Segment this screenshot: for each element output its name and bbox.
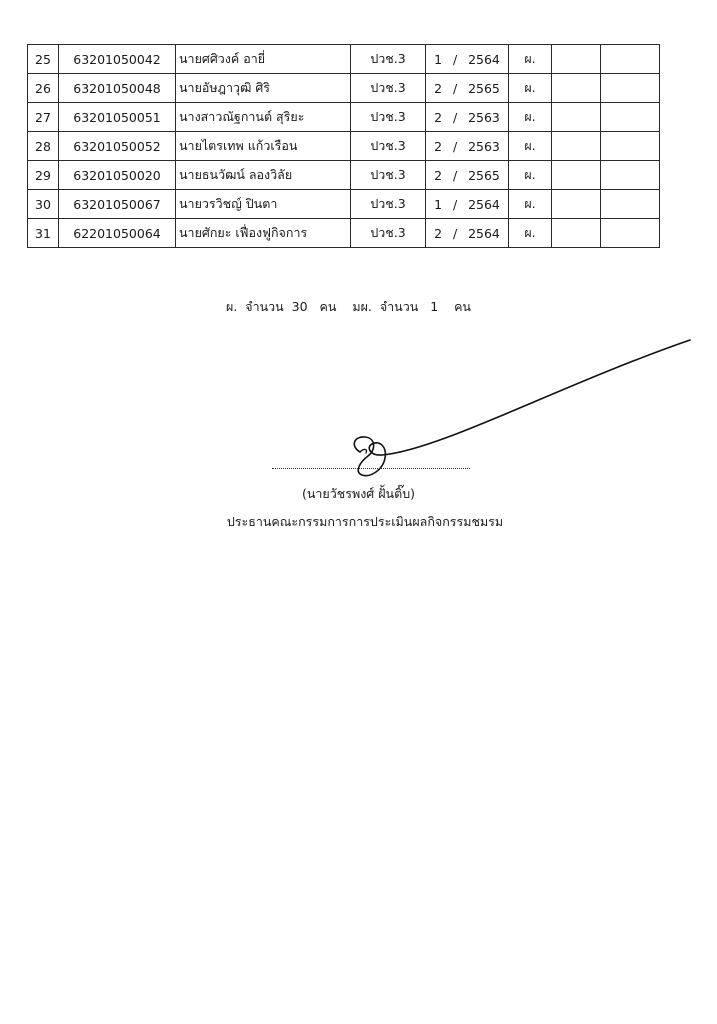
signer-name: (นายวัชรพงศ์ ฝั้นติ๊บ): [301, 486, 416, 501]
term-separator: /: [452, 51, 458, 67]
empty-cell: [552, 132, 601, 161]
result: ผ.: [509, 161, 552, 190]
empty-cell: [552, 45, 601, 74]
student-id: 63201050042: [59, 45, 176, 74]
signature-line: [272, 468, 470, 469]
student-name: นายธนวัฒน์ ลองวิลัย: [176, 161, 351, 190]
academic-year: 2565: [468, 167, 500, 183]
student-id: 63201050067: [59, 190, 176, 219]
semester: 2: [434, 80, 443, 96]
row-number: 25: [28, 45, 59, 74]
fail-unit: คน: [454, 299, 471, 314]
pass-count-word: จำนวน: [245, 299, 284, 314]
term-separator: /: [452, 196, 458, 212]
signer-title: ประธานคณะกรรมการการประเมินผลกิจกรรมชมรม: [226, 514, 504, 529]
term-separator: /: [452, 80, 458, 96]
student-id: 63201050052: [59, 132, 176, 161]
semester-year: [426, 132, 509, 161]
academic-year: 2564: [468, 225, 500, 241]
fail-count-word: จำนวน: [379, 299, 419, 314]
academic-year: 2564: [468, 51, 500, 67]
term-separator: /: [452, 167, 458, 183]
table-row: [28, 190, 660, 219]
empty-cell: [552, 190, 601, 219]
empty-cell: [601, 74, 660, 103]
empty-cell: [601, 132, 660, 161]
result: ผ.: [509, 74, 552, 103]
semester-year: [426, 74, 509, 103]
student-name: นายวรวิชญ์ ปินตา: [176, 190, 351, 219]
education-level: ปวช.3: [351, 190, 426, 219]
term-separator: /: [452, 109, 458, 125]
semester-year: [426, 190, 509, 219]
student-id: 63201050048: [59, 74, 176, 103]
semester-year: [426, 219, 509, 248]
row-number: 31: [28, 219, 59, 248]
pass-count: 30: [291, 299, 308, 314]
education-level: ปวช.3: [351, 74, 426, 103]
table-row: [28, 103, 660, 132]
semester: 1: [434, 51, 443, 67]
student-name: นายศศิวงค์ อายี่: [176, 45, 351, 74]
semester: 2: [434, 225, 443, 241]
student-id: 63201050051: [59, 103, 176, 132]
empty-cell: [552, 219, 601, 248]
semester-year: [426, 161, 509, 190]
education-level: ปวช.3: [351, 45, 426, 74]
education-level: ปวช.3: [351, 219, 426, 248]
result: ผ.: [509, 132, 552, 161]
fail-count: 1: [430, 299, 439, 314]
student-result-table: [27, 44, 660, 248]
student-name: นางสาวณัฐกานต์ สุริยะ: [176, 103, 351, 132]
row-number: 27: [28, 103, 59, 132]
term-separator: /: [452, 138, 458, 154]
pass-unit: คน: [319, 299, 337, 314]
result: ผ.: [509, 103, 552, 132]
student-name: นายไตรเทพ แก้วเรือน: [176, 132, 351, 161]
semester: 2: [434, 109, 443, 125]
table-row: [28, 132, 660, 161]
result: ผ.: [509, 190, 552, 219]
term-separator: /: [452, 225, 458, 241]
empty-cell: [601, 45, 660, 74]
academic-year: 2563: [468, 138, 500, 154]
semester: 2: [434, 138, 443, 154]
student-name: นายอัษฎาวุฒิ ศิริ: [176, 74, 351, 103]
student-id: 62201050064: [59, 219, 176, 248]
student-name: นายศักยะ เฟื่องฟูกิจการ: [176, 219, 351, 248]
table-row: [28, 74, 660, 103]
education-level: ปวช.3: [351, 103, 426, 132]
row-number: 28: [28, 132, 59, 161]
empty-cell: [601, 103, 660, 132]
row-number: 30: [28, 190, 59, 219]
semester: 2: [434, 167, 443, 183]
table-row: [28, 161, 660, 190]
empty-cell: [552, 161, 601, 190]
student-id: 63201050020: [59, 161, 176, 190]
row-number: 29: [28, 161, 59, 190]
table-row: [28, 219, 660, 248]
academic-year: 2565: [468, 80, 500, 96]
result: ผ.: [509, 219, 552, 248]
pass-label: ผ.: [226, 299, 238, 314]
empty-cell: [601, 190, 660, 219]
row-number: 26: [28, 74, 59, 103]
education-level: ปวช.3: [351, 132, 426, 161]
result: ผ.: [509, 45, 552, 74]
semester-year: [426, 103, 509, 132]
table-row: [28, 45, 660, 74]
empty-cell: [601, 161, 660, 190]
academic-year: 2564: [468, 196, 500, 212]
semester-year: [426, 45, 509, 74]
education-level: ปวช.3: [351, 161, 426, 190]
empty-cell: [552, 74, 601, 103]
empty-cell: [601, 219, 660, 248]
academic-year: 2563: [468, 109, 500, 125]
semester: 1: [434, 196, 443, 212]
table-body: [28, 45, 660, 248]
fail-label: มผ.: [352, 299, 372, 314]
result-summary: [226, 297, 471, 317]
empty-cell: [552, 103, 601, 132]
